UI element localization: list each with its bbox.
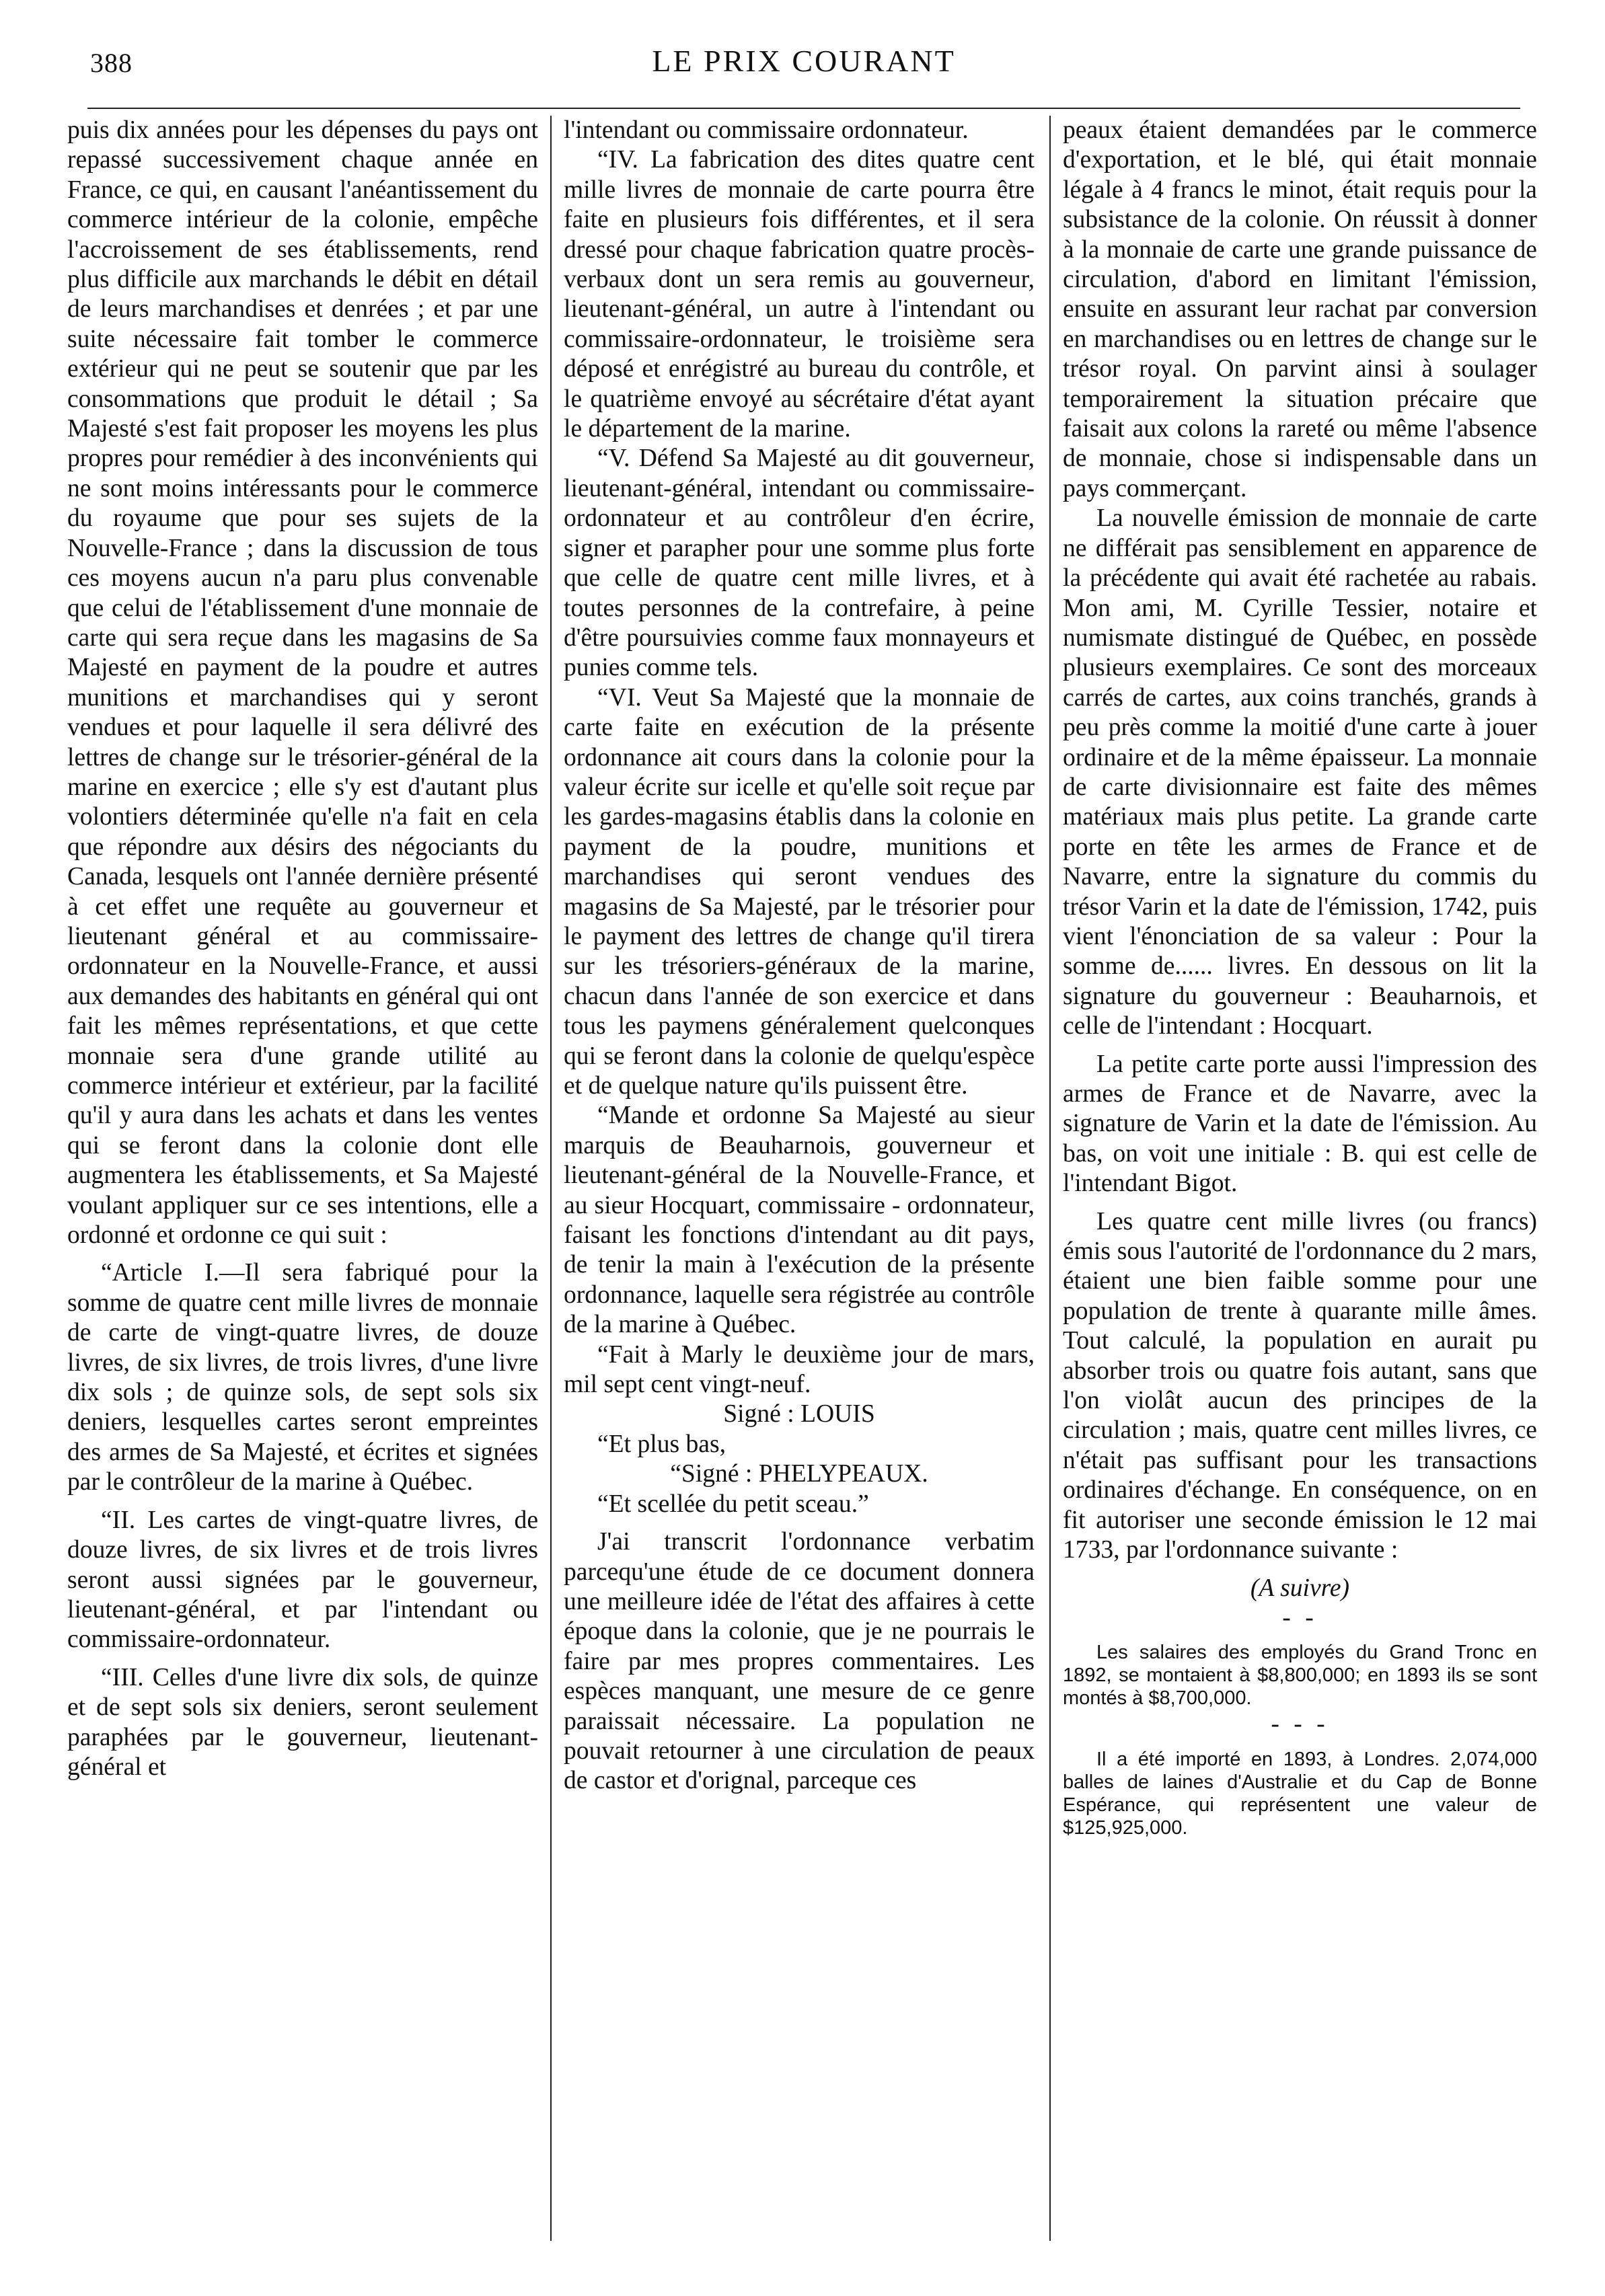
page-number: 388 [90, 48, 133, 78]
paragraph: “VI. Veut Sa Majesté que la monnaie de carte faite en exécution de la présente ordonnance ait cours dans la colonie pour la valeur écrite sur icelle et qu'elle soit reçue par les gardes-magasins établis dans la colonie en payment de la poudre, munitions et marchandises qui seront vendues des magasins de Sa Majesté, par le trésorier pour le payment des lettres de change qu'il tirera sur les trésoriers-généraux de la marine, chacun dans l'année de son exercice et dans tous les paymens généralement quelconques qui se feront dans la colonie de quelqu'espèce et de quelque nature qu'ils puissent être. [564, 683, 1035, 1100]
paragraph: l'intendant ou commissaire ordonnateur. [564, 116, 969, 144]
signature-line: Signé : LOUIS [723, 1400, 875, 1428]
column-divider [550, 116, 552, 2241]
paragraph: Les quatre cent mille livres (ou francs) émis sous l'autorité de l'ordonnance du 2 mars, étaient une bien faible somme pour une population de trente à quarante mille âmes. Tout calculé, la population en aurait pu absorber trois ou quatre fois autant, sans que l'on violât aucun des principes de la circulation ; mais, quatre cent milles livres, ce n'était pas suffisant pour les transactions ordinaires d'échange. En conséquence, on en fit autoriser une seconde émission le 12 mai 1733, par l'ordonnance suivante : [1063, 1207, 1537, 1564]
header-rule [87, 108, 1520, 109]
text-column-3 [1063, 116, 1537, 2234]
paragraph: “IV. La fabrication des dites quatre cent mille livres de monnaie de carte pourra être faite en plusieurs fois différentes, et il sera dressé pour chaque fabrication quatre procès-verbaux dont un sera remis au gouverneur, lieutenant-général, un autre à l'intendant ou commissaire-ordonnateur, le troisième sera déposé et enrégistré au bureau du contrôle, et le quatrième envoyé au sécrétaire d'état ayant le département de la marine. [564, 146, 1035, 443]
news-note: Les salaires des employés du Grand Tronc en 1892, se montaient à $8,800,000; en 1893 ils se sont montés à $8,700,000. [1063, 1642, 1537, 1710]
paragraph: puis dix années pour les dépenses du pays ont repassé successivement chaque année en France, ce qui, en causant l'anéantissement du commerce intérieur de la colonie, empêche l'accroissement de ses établissements, rend plus difficile aux marchands le débit en détail de leurs marchandises et denrées ; et par une suite nécessaire fait tomber le commerce extérieur qui ne peut se soutenir que par les consommations que produit le détail ; Sa Majesté s'est fait proposer les moyens les plus propres pour remédier à des inconvénients qui ne sont moins intéressants pour le commerce du royaume que pour ses sujets de la Nouvelle-France ; dans la discussion de tous ces moyens aucun n'a paru plus convenable que celui de l'établissement d'une monnaie de carte qui sera reçue dans les magasins de Sa Majesté en payment de la poudre et autres munitions et marchandises qui y seront vendues et pour laquelle il sera délivré des lettres de change sur le trésorier-général de la marine en exercice ; elle s'y est d'autant plus volontiers déterminée qu'elle n'a fait en cela que répondre aux désirs des négociants du Canada, lesquels ont l'année dernière présenté à cet effet une requête au gouverneur et lieutenant général et au commissaire-ordonnateur en la Nouvelle-France, et aussi aux demandes des habitants en général qui ont fait les mêmes représentations, et que cette monnaie sera d'une grande utilité au commerce intérieur et extérieur, par la facilité qu'il y aura dans les achats et dans les ventes qui se feront dans la colonie dont elle augmentera les établissements, et Sa Majesté voulant appliquer sur ce ses intentions, elle a ordonné et ordonne ce qui suit : [67, 116, 538, 1250]
news-note: Il a été importé en 1893, à Londres. 2,074,000 balles de laines d'Australie et du Cap de Bonne Espérance, qui représentent une valeur de $125,925,000. [1063, 1748, 1537, 1839]
page-header [87, 40, 1520, 87]
paragraph: “Et scellée du petit sceau.” [597, 1490, 869, 1518]
paragraph: “Fait à Marly le deuxième jour de mars, mil sept cent vingt-neuf. [564, 1340, 1035, 1399]
text-column-2 [564, 116, 1035, 2234]
journal-title: LE PRIX COURANT [652, 44, 956, 78]
signature-line: “Signé : PHELYPEAUX. [670, 1460, 928, 1488]
paragraph: “III. Celles d'une livre dix sols, de quinze et de sept sols six deniers, seront seulement paraphées par le gouverneur, lieutenant-général et [67, 1663, 538, 1781]
paragraph: J'ai transcrit l'ordonnance verbatim parcequ'une étude de ce document donnera une meilleure idée de l'état des affaires à cette époque dans la colonie, que je ne pourrais le faire par mes propres commentaires. Les espèces manquant, une mesure de ce genre paraissait nécessaire. La population ne pouvait retourner à une circulation de peaux de castor et d'orignal, parceque ces [564, 1528, 1035, 1795]
text-column-1 [67, 116, 538, 2234]
separator: - - - [1271, 1710, 1329, 1738]
paragraph: “Article I.—Il sera fabriqué pour la somme de quatre cent mille livres de monnaie de carte de vingt-quatre livres, de douze livres, de six livres, de trois livres, d'une livre dix sols ; de quinze sols, de sept sols six deniers, lesquelles cartes seront empreintes des armes de Sa Majesté, et écrites et signées par le contrôleur de la marine à Québec. [67, 1259, 538, 1496]
paragraph: “II. Les cartes de vingt-quatre livres, de douze livres, de six livres et de trois livres seront aussi signées par le gouverneur, lieutenant-général, et par l'intendant ou commissaire-ordonnateur. [67, 1506, 538, 1654]
to-be-continued: (A suivre) [1250, 1574, 1350, 1602]
paragraph: La nouvelle émission de monnaie de carte ne différait pas sensiblement en apparence de la précédente qui avait été rachetée au rabais. Mon ami, M. Cyrille Tessier, notaire et numismate distingué de Québec, en possède plusieurs exemplaires. Ce sont des morceaux carrés de cartes, aux coins tranchés, grands à peu près comme la moitié d'une carte à jouer ordinaire et de la même épaisseur. La monnaie de carte divisionnaire est faite des mêmes matériaux mais plus petite. La grande carte porte en tête les armes de France et de Navarre, entre la signature du commis du trésor Varin et la date de l'émission, 1742, puis vient l'énonciation de sa valeur : Pour la somme de...... livres. En dessous on lit la signature du gouverneur : Beauharnois, et celle de l'intendant : Hocquart. [1063, 504, 1537, 1040]
paragraph: “Mande et ordonne Sa Majesté au sieur marquis de Beauharnois, gouverneur et lieutenant-général de la Nouvelle-France, et au sieur Hocquart, commissaire - ordonnateur, faisant les fonctions d'intendant au dit pays, de tenir la main à l'exécution de la présente ordonnance, laquelle sera régistrée au contrôle de la marine à Québec. [564, 1102, 1035, 1339]
paragraph: “V. Défend Sa Majesté au dit gouverneur, lieutenant-général, intendant ou commissaire-ordonnateur et au contrôleur d'en écrire, signer et parapher pour une somme plus forte que celle de quatre cent mille livres, et à toutes personnes de la contrefaire, à peine d'être poursuivies comme faux monnayeurs et punies comme tels. [564, 445, 1035, 682]
paragraph: peaux étaient demandées par le commerce d'exportation, et le blé, qui était monnaie légale à 4 francs le minot, était requis pour la subsistance de la colonie. On réussit à donner à la monnaie de carte une grande puissance de circulation, d'abord en limitant l'émission, ensuite en assurant leur rachat par conversion en marchandises ou en lettres de change sur le trésor royal. On parvint ainsi à soulager temporairement la situation précaire que faisait aux colons la rareté ou même l'absence de monnaie, chose si indispensable dans un pays commerçant. [1063, 116, 1537, 502]
paragraph: La petite carte porte aussi l'impression des armes de France et de Navarre, avec la signature de Varin et la date de l'émission. Au bas, on voit une initiale : B. qui est celle de l'intendant Bigot. [1063, 1050, 1537, 1198]
column-divider [1049, 116, 1051, 2241]
paragraph: “Et plus bas, [597, 1430, 726, 1458]
separator: - - [1282, 1603, 1318, 1632]
